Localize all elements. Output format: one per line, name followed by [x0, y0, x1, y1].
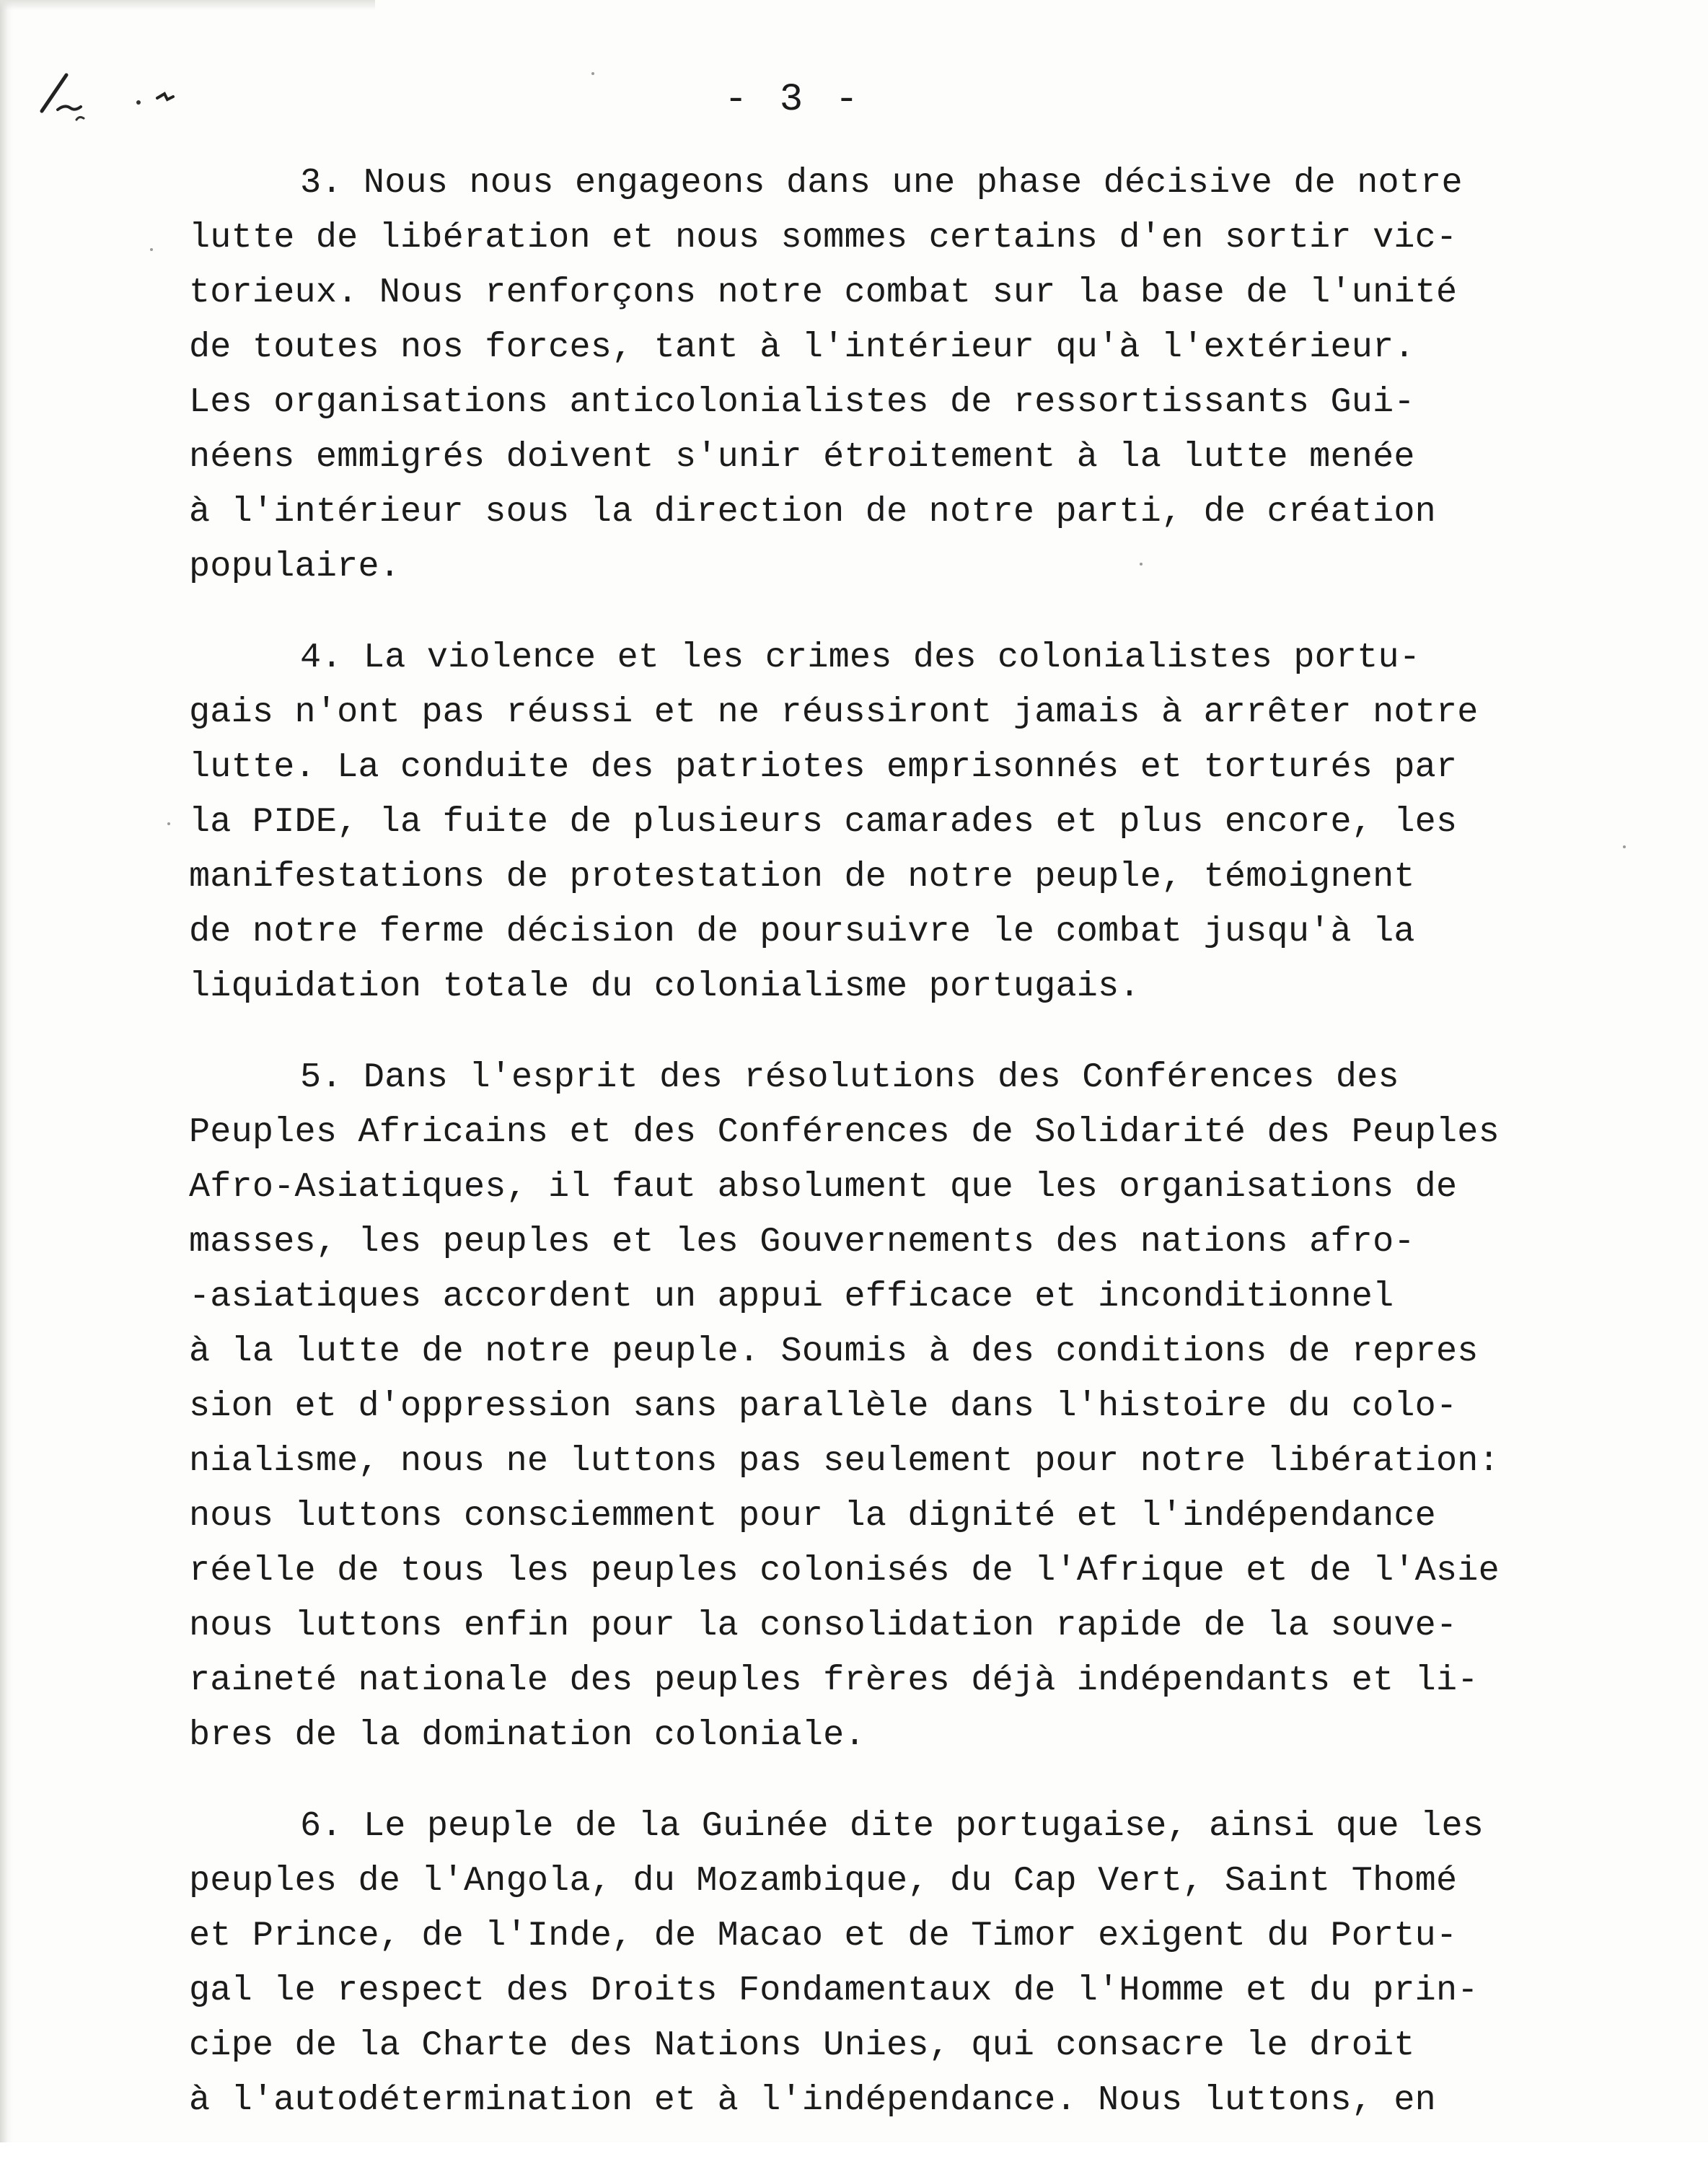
text-line: Peuples Africains et des Conférences de Solidarité des Peuples	[189, 1112, 1500, 1152]
paragraph-3	[189, 156, 1632, 594]
scan-top-smudge	[0, 0, 375, 10]
text-line: lutte. La conduite des patriotes emprisonnés et torturés par	[189, 747, 1458, 787]
page-number: - 3 -	[723, 78, 863, 122]
document-body	[189, 156, 1632, 2164]
text-line: bres de la domination coloniale.	[189, 1715, 866, 1755]
text-line: Les organisations anticolonialistes de ressortissants Gui-	[189, 382, 1415, 422]
text-line: réelle de tous les peuples colonisés de l'Afrique et de l'Asie	[189, 1551, 1500, 1591]
scan-speck	[167, 822, 170, 825]
text-line: à l'autodétermination et à l'indépendance. Nous luttons, en	[189, 2080, 1436, 2120]
text-line: nialisme, nous ne luttons pas seulement pour notre libération:	[189, 1441, 1500, 1481]
paragraph-4	[189, 630, 1632, 1014]
text-line: 3. Nous nous engageons dans une phase décisive de notre	[300, 163, 1463, 203]
text-line: populaire.	[189, 547, 401, 586]
text-line: raineté nationale des peuples frères déjà indépendants et li-	[189, 1661, 1479, 1700]
text-line: à la lutte de notre peuple. Soumis à des conditions de repres	[189, 1332, 1479, 1371]
text-line: torieux. Nous renforçons notre combat sur la base de l'unité	[189, 273, 1458, 312]
text-line: masses, les peuples et les Gouvernements des nations afro-	[189, 1222, 1415, 1262]
text-line: gais n'ont pas réussi et ne réussiront jamais à arrêter notre	[189, 692, 1479, 732]
text-line: liquidation totale du colonialisme portugais.	[189, 967, 1140, 1006]
text-line: sion et d'oppression sans parallèle dans l'histoire du colo-	[189, 1386, 1458, 1426]
text-line: nous luttons enfin pour la consolidation rapide de la souve-	[189, 1606, 1458, 1645]
scan-speck	[591, 72, 594, 75]
text-line: Afro-Asiatiques, il faut absolument que les organisations de	[189, 1167, 1458, 1207]
scan-speck	[150, 248, 153, 251]
text-line: 4. La violence et les crimes des colonialistes portu-	[300, 638, 1421, 677]
text-line: de toutes nos forces, tant à l'intérieur qu'à l'extérieur.	[189, 327, 1415, 367]
text-line: lutte de libération et nous sommes certains d'en sortir vic-	[189, 218, 1458, 258]
text-line: de notre ferme décision de poursuivre le combat jusqu'à la	[189, 912, 1415, 951]
text-line: la PIDE, la fuite de plusieurs camarades et plus encore, les	[189, 802, 1458, 842]
scan-edge-shadow	[0, 0, 13, 2142]
handwritten-corner-mark	[29, 66, 188, 131]
text-line: cipe de la Charte des Nations Unies, qui consacre le droit	[189, 2026, 1415, 2065]
text-line: peuples de l'Angola, du Mozambique, du Cap Vert, Saint Thomé	[189, 1861, 1458, 1901]
scan-speck	[1140, 563, 1143, 566]
text-line: gal le respect des Droits Fondamentaux de l'Homme et du prin-	[189, 1971, 1479, 2010]
scan-speck	[1623, 845, 1626, 848]
paragraph-5	[189, 1050, 1632, 1763]
text-line: 5. Dans l'esprit des résolutions des Conférences des	[300, 1057, 1399, 1097]
text-line: 6. Le peuple de la Guinée dite portugaise, ainsi que les	[300, 1806, 1484, 1846]
text-line: et Prince, de l'Inde, de Macao et de Timor exigent du Portu-	[189, 1916, 1458, 1956]
paragraph-6	[189, 1799, 1632, 2128]
text-line: manifestations de protestation de notre peuple, témoignent	[189, 857, 1415, 897]
text-line: néens emmigrés doivent s'unir étroitement à la lutte menée	[189, 437, 1415, 477]
text-line: nous luttons consciemment pour la dignité et l'indépendance	[189, 1496, 1436, 1536]
text-line: -asiatiques accordent un appui efficace et inconditionnel	[189, 1277, 1394, 1316]
text-line: à l'intérieur sous la direction de notre parti, de création	[189, 492, 1436, 532]
